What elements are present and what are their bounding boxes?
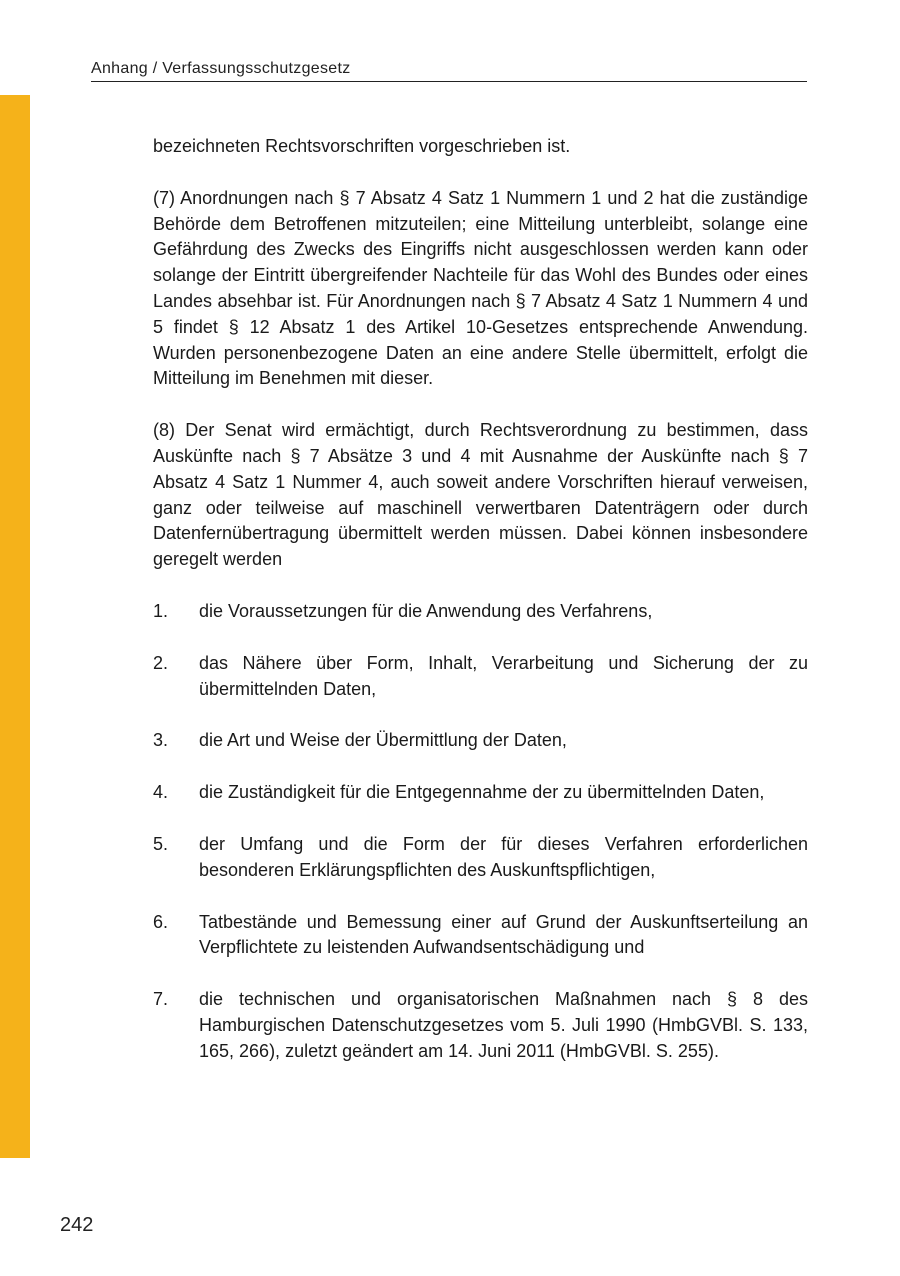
list-item — [153, 832, 808, 884]
list-item-text: die Voraussetzungen für die Anwendung des Verfahrens, — [199, 600, 653, 621]
list-item — [153, 728, 808, 754]
list-item-number: 5. — [153, 833, 169, 854]
list-item-number: 7. — [153, 989, 169, 1010]
list-item — [153, 780, 808, 806]
list-item-text: die Art und Weise der Übermittlung der Daten, — [199, 730, 567, 751]
list-item-text: Tatbestände und Bemessung einer auf Grund der Auskunftserteilung an Verpflichtete zu leistenden Aufwandsentschädigung und — [199, 911, 808, 958]
list-item — [153, 910, 808, 962]
page-body — [153, 134, 808, 1091]
list-item-text: die Zuständigkeit für die Entgegennahme der zu übermittelnden Daten, — [199, 782, 765, 803]
list-item-number: 1. — [153, 600, 169, 621]
paragraph-7: (7) Anordnungen nach § 7 Absatz 4 Satz 1 Nummern 1 und 2 hat die zuständige Behörde dem Betroffenen mitzuteilen; eine Mitteilung unterbleibt, solange eine Gefährdung des Zwecks des Eingriffs nicht ausgeschlossen werden kann oder solange der Eintritt übergreifender Nachteile für das Wohl des Bundes oder eines Landes absehbar ist. Für Anordnungen nach § 7 Absatz 4 Satz 1 Nummern 4 und 5 findet § 12 Absatz 1 des Artikel 10-Gesetzes entsprechende Anwendung. Wurden personenbezogene Daten an eine andere Stelle übermittelt, erfolgt die Mitteilung im Benehmen mit dieser. — [153, 187, 808, 389]
paragraph-continuation: bezeichneten Rechtsvorschriften vorgeschrieben ist. — [153, 136, 571, 156]
list-item-number: 3. — [153, 730, 169, 751]
list-item — [153, 651, 808, 703]
list-item-text: das Nähere über Form, Inhalt, Verarbeitung und Sicherung der zu übermittelnden Daten, — [199, 652, 808, 699]
list-item-number: 2. — [153, 652, 169, 673]
list-item-number: 6. — [153, 911, 169, 932]
list-item-text: die technischen und organisatorischen Maßnahmen nach § 8 des Hamburgischen Datenschutzgesetzes vom 5. Juli 1990 (HmbGVBl. S. 133, 165, 266), zuletzt geändert am 14. Juni 2011 (HmbGVBl. S. 255). — [199, 989, 808, 1061]
numbered-list — [153, 599, 808, 1065]
list-item — [153, 599, 808, 625]
page-number: 242 — [60, 1214, 94, 1236]
paragraph-8: (8) Der Senat wird ermächtigt, durch Rechtsverordnung zu bestimmen, dass Auskünfte nach § 7 Absätze 3 und 4 mit Ausnahme der Auskünfte nach § 7 Absatz 4 Satz 1 Nummer 4, auch soweit andere Vorschriften hierauf verweisen, ganz oder teilweise auf maschinell verwertbaren Datenträgern oder durch Datenfernübertragung übermittelt werden müssen. Dabei können insbesondere geregelt werden — [153, 420, 808, 570]
list-item-text: der Umfang und die Form der für dieses Verfahren erforderlichen besonderen Erklärungspflichten des Auskunftspflichtigen, — [199, 833, 808, 880]
yellow-margin-bar — [0, 95, 30, 1158]
list-item-number: 4. — [153, 782, 169, 803]
running-header: Anhang / Verfassungsschutzgesetz — [91, 60, 807, 82]
list-item — [153, 987, 808, 1064]
